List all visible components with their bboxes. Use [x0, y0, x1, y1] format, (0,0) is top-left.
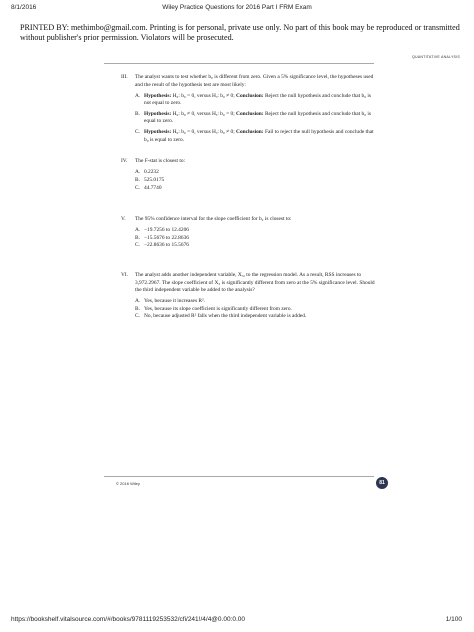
question-number: IV.: [121, 158, 128, 165]
option-text: 0.2232: [144, 169, 159, 176]
conclusion-text: Reject the null hypothesis and conclude that b₀ is not equal to zero.: [144, 92, 372, 107]
question-stem: The analyst wants to test whether b₀ is different from zero. Given a 5% significance level, the hypotheses used and the result of the hypothesis test are most likely:: [135, 74, 374, 88]
option-a: [135, 227, 376, 235]
conclusion-label: Conclusion:: [236, 129, 264, 136]
conclusion-label: Conclusion:: [236, 110, 264, 117]
option-a: [135, 298, 376, 306]
option-b: [135, 177, 376, 185]
option-text: −19.7256 to 12.4206: [144, 227, 189, 234]
question-3: [121, 74, 376, 89]
hypothesis-label: Hypothesis:: [144, 110, 172, 117]
option-text: 525.0175: [144, 176, 165, 183]
question-stem: The F-stat is closest to:: [135, 158, 186, 165]
option-letter: B.: [135, 234, 140, 241]
option-letter: A.: [135, 169, 141, 176]
option-text: Yes, because it increases R².: [144, 298, 205, 305]
question-stem: The 95% confidence interval for the slope coefficient for b₂ is closest to:: [135, 216, 292, 223]
option-c: [135, 185, 376, 193]
question-number: V.: [121, 216, 126, 223]
option-text: No, because adjusted R² falls when the third independent variable is added.: [144, 313, 307, 320]
question-stem: The analyst adds another independent variable, X₃, to the regression model. As a result, RSS increases to 3,972.2967. The slope coefficient of X₃ is significantly different from zero at the 5% significance level. Should the third independent variable be added to the analysis?: [135, 272, 375, 294]
print-date: 8/1/2016: [11, 4, 37, 11]
option-text: −22.8636 to 15.5676: [144, 242, 189, 249]
hypothesis-text: H₀: b₀ = 0, versus Hₐ: b₀ ≠ 0;: [171, 129, 237, 136]
option-c: [135, 129, 376, 144]
bottom-rule: [104, 476, 374, 477]
option-letter: A.: [135, 227, 141, 234]
option-letter: B.: [135, 305, 140, 312]
print-title: Wiley Practice Questions for 2016 Part I FRM Exam: [162, 4, 312, 11]
option-c: [135, 313, 376, 321]
option-c: [135, 242, 376, 250]
option-b: [135, 111, 376, 126]
top-rule: [104, 63, 374, 64]
option-text: 44.7740: [144, 184, 162, 191]
conclusion-label: Conclusion:: [236, 92, 264, 99]
hypothesis-label: Hypothesis:: [144, 92, 172, 99]
option-text: −15.5676 to 22.8636: [144, 234, 189, 241]
question-6: [121, 272, 376, 295]
conclusion-text: Fail to reject the null hypothesis and conclude that b₀ is equal to zero.: [144, 129, 374, 143]
copyright: © 2016 Wiley: [116, 481, 140, 486]
question-5: [121, 216, 376, 224]
hypothesis-label: Hypothesis:: [144, 129, 172, 136]
option-letter: B.: [135, 110, 140, 117]
print-url: https://bookshelf.vitalsource.com/#/books/9781119253532/cfi/241!/4/4@0.00:0.00: [11, 616, 246, 623]
option-text: Yes, because its slope coefficient is significantly different from zero.: [144, 305, 292, 312]
hypothesis-text: H₀: b₀ = 0, versus Hₐ: b₀ ≠ 0;: [171, 92, 237, 99]
page-number-badge: 81: [376, 477, 388, 489]
option-b: [135, 235, 376, 243]
option-a: [135, 169, 376, 177]
question-number: III.: [121, 74, 128, 80]
option-letter: C.: [135, 313, 140, 320]
question-4: [121, 158, 376, 166]
hypothesis-text: H₀: b₀ ≠ 0, versus Hₐ: b₀ = 0;: [171, 110, 237, 117]
print-page-count: 1/100: [445, 616, 462, 623]
option-a: [135, 93, 376, 108]
option-letter: C.: [135, 242, 140, 249]
option-letter: C.: [135, 129, 140, 136]
question-number: VI.: [121, 272, 129, 278]
option-letter: B.: [135, 176, 140, 183]
option-letter: A.: [135, 92, 141, 99]
question-content: [121, 74, 376, 321]
option-letter: A.: [135, 298, 141, 305]
option-letter: C.: [135, 184, 140, 191]
print-notice: PRINTED BY: methimbo@gmail.com. Printing is for personal, private use only. No part of this book may be reproduced or transmitted without publisher's prior permission. Violators will be prosecuted.: [20, 23, 460, 42]
conclusion-text: Reject the null hypothesis and conclude that b₀ is equal to zero.: [144, 110, 372, 125]
section-tag: QUANTITATIVE ANALYSIS: [412, 55, 460, 59]
